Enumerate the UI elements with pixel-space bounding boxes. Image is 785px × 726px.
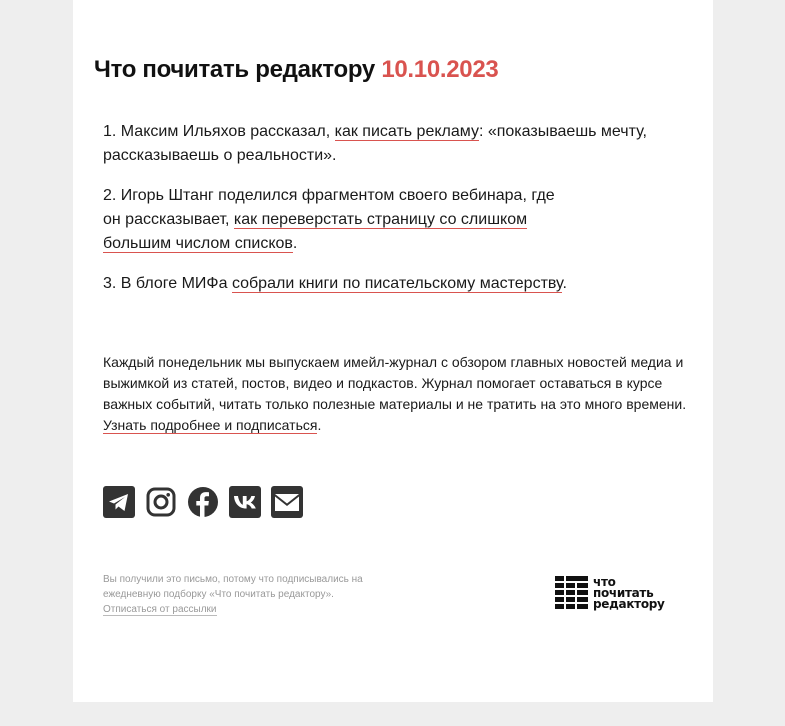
item-3-suffix: .	[562, 275, 567, 292]
list-item-2	[103, 184, 573, 256]
facebook-icon[interactable]	[187, 486, 219, 518]
title-text: Что почитать редактору	[94, 56, 375, 83]
item-3-link[interactable]: собрали книги по писательскому мастерству	[231, 275, 563, 292]
item-1-link[interactable]: как писать рекламу	[334, 123, 479, 140]
instagram-icon[interactable]	[145, 486, 177, 518]
logo-wordmark	[593, 574, 665, 611]
vk-icon[interactable]	[229, 486, 261, 518]
logo-line-2: почитать	[593, 585, 654, 600]
intro-suffix: .	[317, 417, 322, 433]
newsletter-intro	[103, 352, 693, 436]
telegram-icon[interactable]	[103, 486, 135, 518]
item-2-link[interactable]: как переверстать страницу со слишком большим числом списков	[103, 211, 528, 252]
footer-note	[103, 572, 403, 617]
logo-icon	[555, 576, 588, 610]
list-item-3	[103, 272, 683, 296]
email-icon[interactable]	[271, 486, 303, 518]
issue-date: 10.10.2023	[381, 56, 499, 83]
footer-text: Вы получили это письмо, потому что подписывались на ежедневную подборку «Что почитать редактору».	[103, 574, 363, 600]
newsletter-card	[73, 0, 713, 702]
logo	[555, 576, 665, 610]
social-links	[103, 486, 303, 518]
logo-line-3: редактору	[593, 596, 665, 611]
item-3-text: 3. В блоге МИФа	[103, 275, 232, 292]
item-1-text: 1. Максим Ильяхов рассказал,	[103, 123, 335, 140]
logo-line-1: что	[593, 574, 616, 589]
page-title	[94, 56, 498, 84]
unsubscribe-link[interactable]: Отписаться от рассылки	[103, 604, 217, 615]
list-item-1	[103, 120, 683, 168]
subscribe-link[interactable]: Узнать подробнее и подписаться	[103, 417, 318, 433]
intro-text: Каждый понедельник мы выпускаем имейл-журнал с обзором главных новостей медиа и выжимкой из статей, постов, видео и подкастов. Журнал помогает оставаться в курсе важных событий, читать только полезные материалы и не тратить на это много времени.	[103, 354, 687, 412]
item-2-text: 2. Игорь Штанг поделился фрагментом своего вебинара, где он рассказывает,	[103, 187, 555, 228]
item-2-suffix: .	[292, 235, 298, 252]
item-1-suffix: : «показываешь мечту, рассказываешь о реальности».	[103, 123, 647, 164]
